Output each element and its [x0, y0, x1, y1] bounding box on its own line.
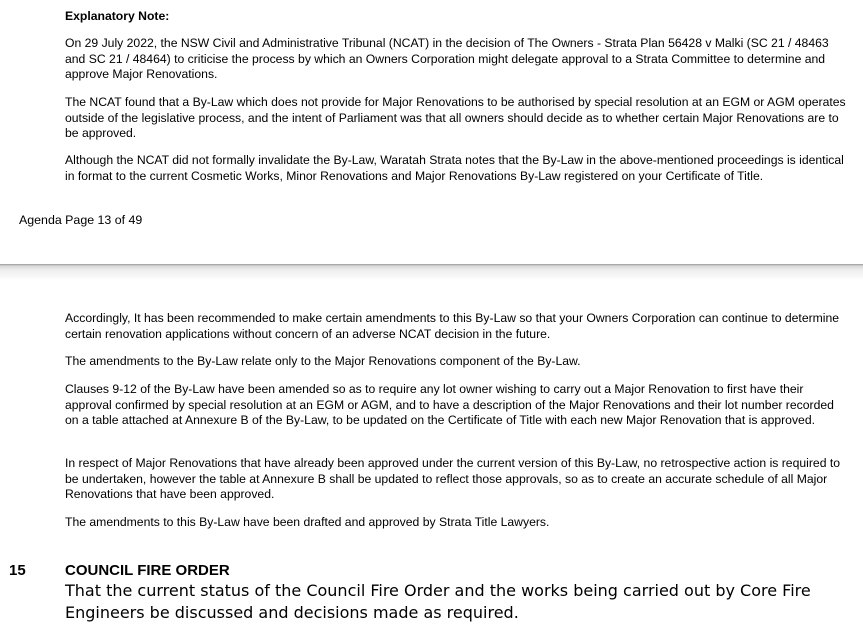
- agenda-item-number: 15: [9, 562, 26, 579]
- explanatory-note-heading: Explanatory Note:: [65, 9, 170, 23]
- continuation-paragraph-3: Clauses 9-12 of the By-Law have been amended so as to require any lot owner wishing to carry out a Major Renovation to first have their approval confirmed by special resolution at an EGM or AGM, and to have a description of the Major Renovations and their lot number recorded on a table attached at Annexure B of the By-Law, to be updated on the Certificate of Title with each new Major Renovation that is approved.: [65, 382, 834, 428]
- note-paragraph-2: The NCAT found that a By-Law which does not provide for Major Renovations to be authorised by special resolution at an EGM or AGM operates outside of the legislative process, and the intent of Parliament was that all owners should decide as to whether certain Major Renovations are to be approved.: [65, 95, 846, 141]
- agenda-item-title: COUNCIL FIRE ORDER: [65, 562, 230, 579]
- note-paragraph-1: On 29 July 2022, the NSW Civil and Administrative Tribunal (NCAT) in the decision of The Owners - Strata Plan 56428 v Malki (SC 21 / 48463 and SC 21 / 48464) to criticise the process by which an Owners Corporation might delegate approval to a Strata Committee to determine and approve Major Renovations.: [65, 36, 829, 82]
- page-break-divider: [0, 264, 863, 280]
- continuation-paragraph-1: Accordingly, It has been recommended to make certain amendments to this By-Law so that your Owners Corporation can continue to determine certain renovation applications without concern of an adverse NCAT decision in the future.: [65, 311, 840, 341]
- note-paragraph-3: Although the NCAT did not formally invalidate the By-Law, Waratah Strata notes that the By-Law in the above-mentioned proceedings is identical in format to the current Cosmetic Works, Minor Renovations and Major Renovations By-Law registered on your Certificate of Title.: [65, 153, 844, 183]
- agenda-item-description: That the current status of the Council Fire Order and the works being carried out by Core Fire Engineers be discussed and decisions made as required.: [65, 581, 811, 622]
- document-page-top: [0, 0, 863, 264]
- agenda-page-number: Agenda Page 13 of 49: [19, 213, 143, 227]
- continuation-paragraph-5: The amendments to this By-Law have been drafted and approved by Strata Title Lawyers.: [65, 515, 550, 529]
- continuation-paragraph-4: In respect of Major Renovations that have already been approved under the current version of this By-Law, no retrospective action is required to be undertaken, however the table at Annexure B shall be updated to reflect those approvals, so as to create an accurate schedule of all Major Renovations that have been approved.: [65, 456, 841, 502]
- continuation-paragraph-2: The amendments to the By-Law relate only to the Major Renovations component of the By-Law.: [65, 354, 581, 368]
